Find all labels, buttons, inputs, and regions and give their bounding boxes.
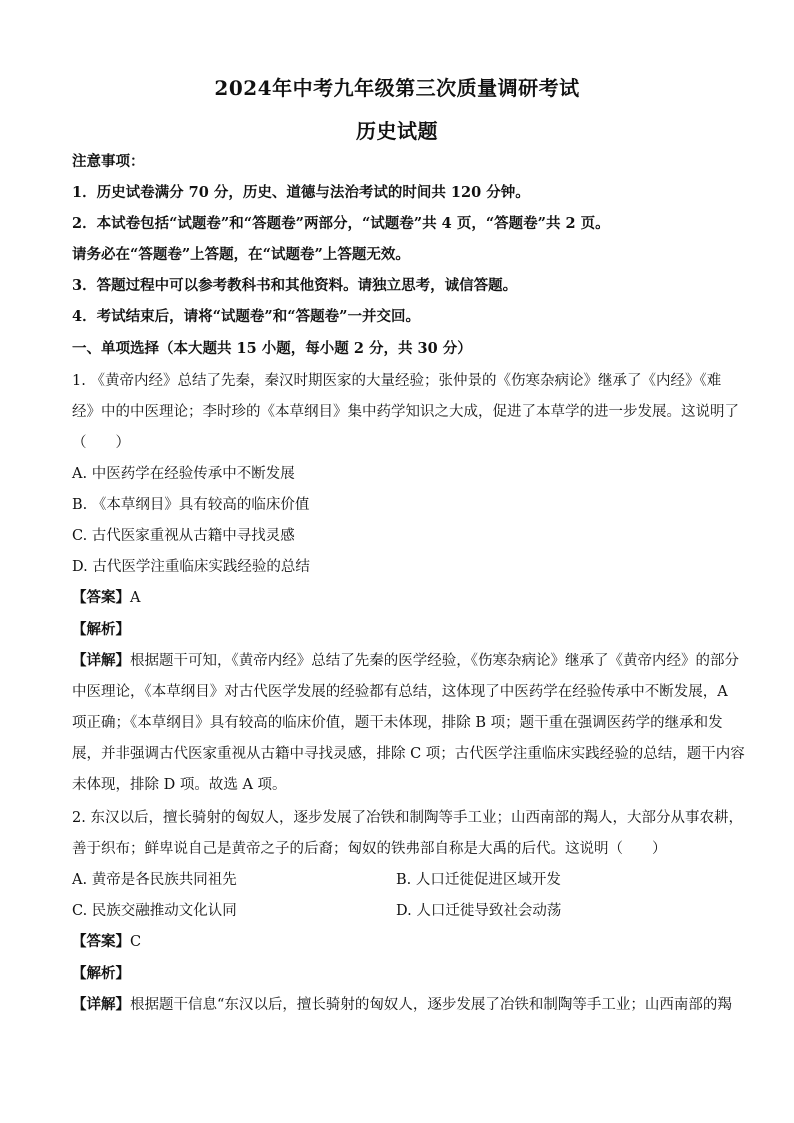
notes-heading: 注意事项： [72,153,145,170]
exam-subtitle: 历史试题 [356,119,438,143]
question-1-detail-line: 展，并非强调古代医家重视从古籍中寻找灵感，排除 C 项；古代医学注重临床实践经验的总结，题干内容 [72,746,745,762]
question-1-option-a: A. 中医药学在经验传承中不断发展 [72,466,295,482]
question-1-text: 1. 《黄帝内经》总结了先秦，秦汉时期医家的大量经验；张仲景的《伤寒杂病论》继承了《内经》《难 [72,373,722,389]
question-2-option-d: D. 人口迁徙导致社会动荡 [396,903,562,919]
note-item: 3．答题过程中可以参考教科书和其他资料。请独立思考，诚信答题。 [72,277,518,294]
question-1-text: （ ） [72,435,130,451]
question-2-option-a: A. 黄帝是各民族共同祖先 [72,872,237,888]
question-1-option-d: D. 古代医学注重临床实践经验的总结 [72,559,310,575]
question-1-answer [72,586,732,607]
question-2-text: 2. 东汉以后，擅长骑射的匈奴人，逐步发展了冶铁和制陶等手工业；山西南部的羯人，大部分从事农耕， [72,810,743,826]
question-1-option-b: B. 《本草纲目》具有较高的临床价值 [72,497,310,513]
question-1-option-c: C. 古代医家重视从古籍中寻找灵感 [72,528,295,544]
detail-text: 根据题干可知，《黄帝内经》总结了先秦的医学经验，《伤寒杂病论》继承了《黄帝内经》的部分 [130,653,739,669]
question-1-detail-line: 中医理论，《本草纲目》对古代医学发展的经验都有总结，这体现了中医药学在经验传承中不断发展，A [72,684,728,700]
answer-value: A [130,590,141,606]
note-item: 1．历史试卷满分 70 分，历史、道德与法治考试的时间共 120 分钟。 [72,184,530,201]
question-2-analysis-label: 【解析】 [72,965,130,982]
section-heading: 一、单项选择（本大题共 15 小题，每小题 2 分，共 30 分） [72,340,472,357]
question-2-detail [72,993,732,1014]
question-2-options-row-1 [72,868,732,889]
question-1-text: 经》中的中医理论；李时珍的《本草纲目》集中药学知识之大成，促进了本草学的进一步发展。这说明了 [72,404,739,420]
exam-title: 2024年中考九年级第三次质量调研考试 [214,76,580,100]
question-1-detail-line: 项正确；《本草纲目》具有较高的临床价值，题干未体现，排除 B 项；题干重在强调医药学的继承和发 [72,715,723,731]
note-item: 请务必在“答题卷”上答题，在“试题卷”上答题无效。 [72,246,410,263]
question-1-detail-line: 未体现，排除 D 项。故选 A 项。 [72,777,287,793]
answer-label: 【答案】 [72,589,130,606]
note-item: 2．本试卷包括“试题卷”和“答题卷”两部分，“试题卷”共 4 页，“答题卷”共 2 页。 [72,215,610,232]
question-1-detail [72,649,739,670]
detail-label: 【详解】 [72,996,130,1013]
question-2-text: 善于织布；鲜卑说自己是黄帝之子的后裔；匈奴的铁弗部自称是大禹的后代。这说明（ ） [72,841,667,857]
note-item: 4．考试结束后，请将“试题卷”和“答题卷”一并交回。 [72,308,420,325]
question-1-analysis-label: 【解析】 [72,621,130,638]
question-2-options-row-2 [72,899,732,920]
question-2-option-b: B. 人口迁徙促进区域开发 [396,872,561,888]
answer-value: C [130,934,142,950]
question-2-answer [72,930,732,951]
detail-text: 根据题干信息“东汉以后，擅长骑射的匈奴人，逐步发展了冶铁和制陶等手工业；山西南部的羯 [130,997,732,1013]
question-2-option-c: C. 民族交融推动文化认同 [72,903,237,919]
detail-label: 【详解】 [72,652,130,669]
answer-label: 【答案】 [72,933,130,950]
